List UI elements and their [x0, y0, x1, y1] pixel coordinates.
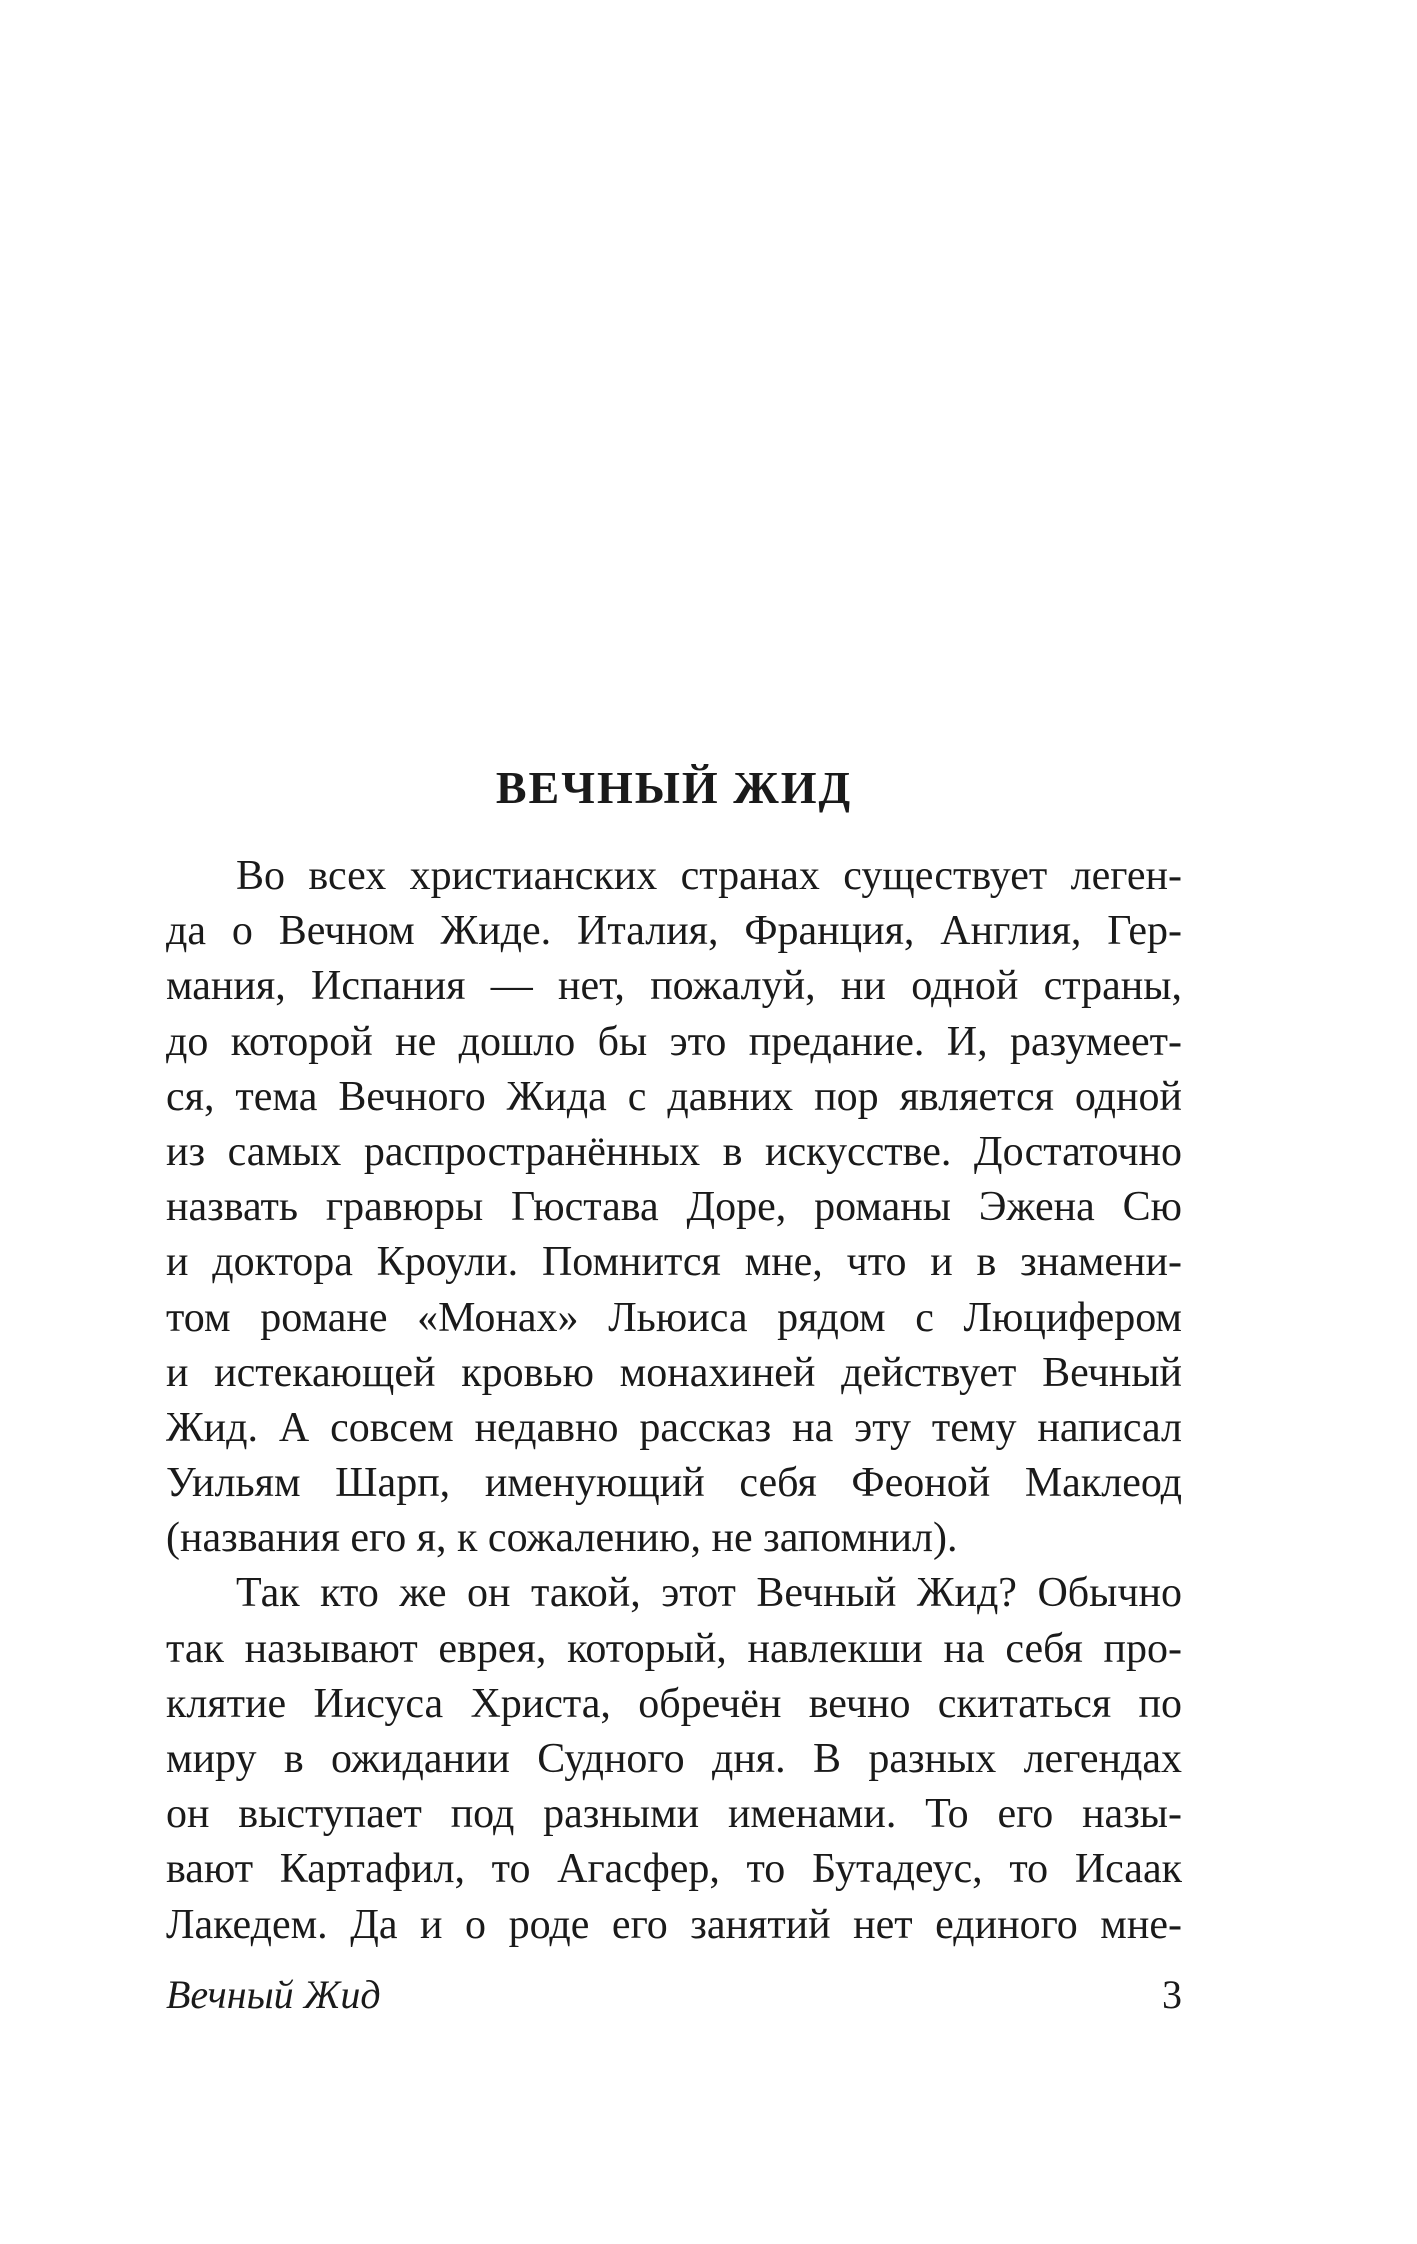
text-line: и доктора Кроули. Помнится мне, что и в знамени- [166, 1239, 1182, 1286]
text-line: ся, тема Вечного Жида с давних пор является одной [166, 1073, 1182, 1120]
chapter-title: ВЕЧНЫЙ ЖИД [495, 762, 853, 813]
text-line: вают Картафил, то Агасфер, то Бутадеус, то Исаак [166, 1846, 1182, 1893]
text-line: (названия его я, к сожалению, не запомнил). [166, 1515, 958, 1562]
text-line: из самых распространённых в искусстве. Достаточно [166, 1128, 1182, 1175]
text-line: Жид. А совсем недавно рассказ на эту тему написал [166, 1404, 1182, 1451]
text-line: мания, Испания — нет, пожалуй, ни одной страны, [166, 963, 1182, 1010]
text-line: Уильям Шарп, именующий себя Феоной Маклеод [166, 1460, 1182, 1507]
text-line: до которой не дошло бы это предание. И, разумеет- [166, 1018, 1182, 1065]
paragraph [166, 1566, 1182, 1952]
text-line: клятие Иисуса Христа, обречён вечно скитаться по [166, 1680, 1182, 1727]
text-line: Во всех христианских странах существует леген- [236, 853, 1182, 899]
text-line: так называют еврея, который, навлекши на себя про- [166, 1625, 1182, 1672]
text-line: Так кто же он такой, этот Вечный Жид? Обычно [236, 1570, 1182, 1617]
text-line: и истекающей кровью монахиней действует Вечный [166, 1349, 1182, 1396]
text-line: Лакедем. Да и о роде его занятий нет единого мне- [166, 1901, 1182, 1948]
text-line: назвать гравюры Гюстава Доре, романы Эжена Сю [166, 1184, 1182, 1231]
text-line: он выступает под разными именами. То его назы- [166, 1791, 1182, 1838]
body-text [166, 849, 1182, 1953]
page-number: 3 [1162, 1972, 1182, 2017]
text-line: миру в ожидании Судного дня. В разных легендах [166, 1736, 1182, 1782]
text-line: да о Вечном Жиде. Италия, Франция, Англия, Гер- [166, 908, 1182, 955]
paragraph [166, 849, 1182, 1566]
running-footer-title: Вечный Жид [166, 1972, 381, 2017]
text-line: том романе «Монах» Льюиса рядом с Люцифером [166, 1294, 1182, 1341]
